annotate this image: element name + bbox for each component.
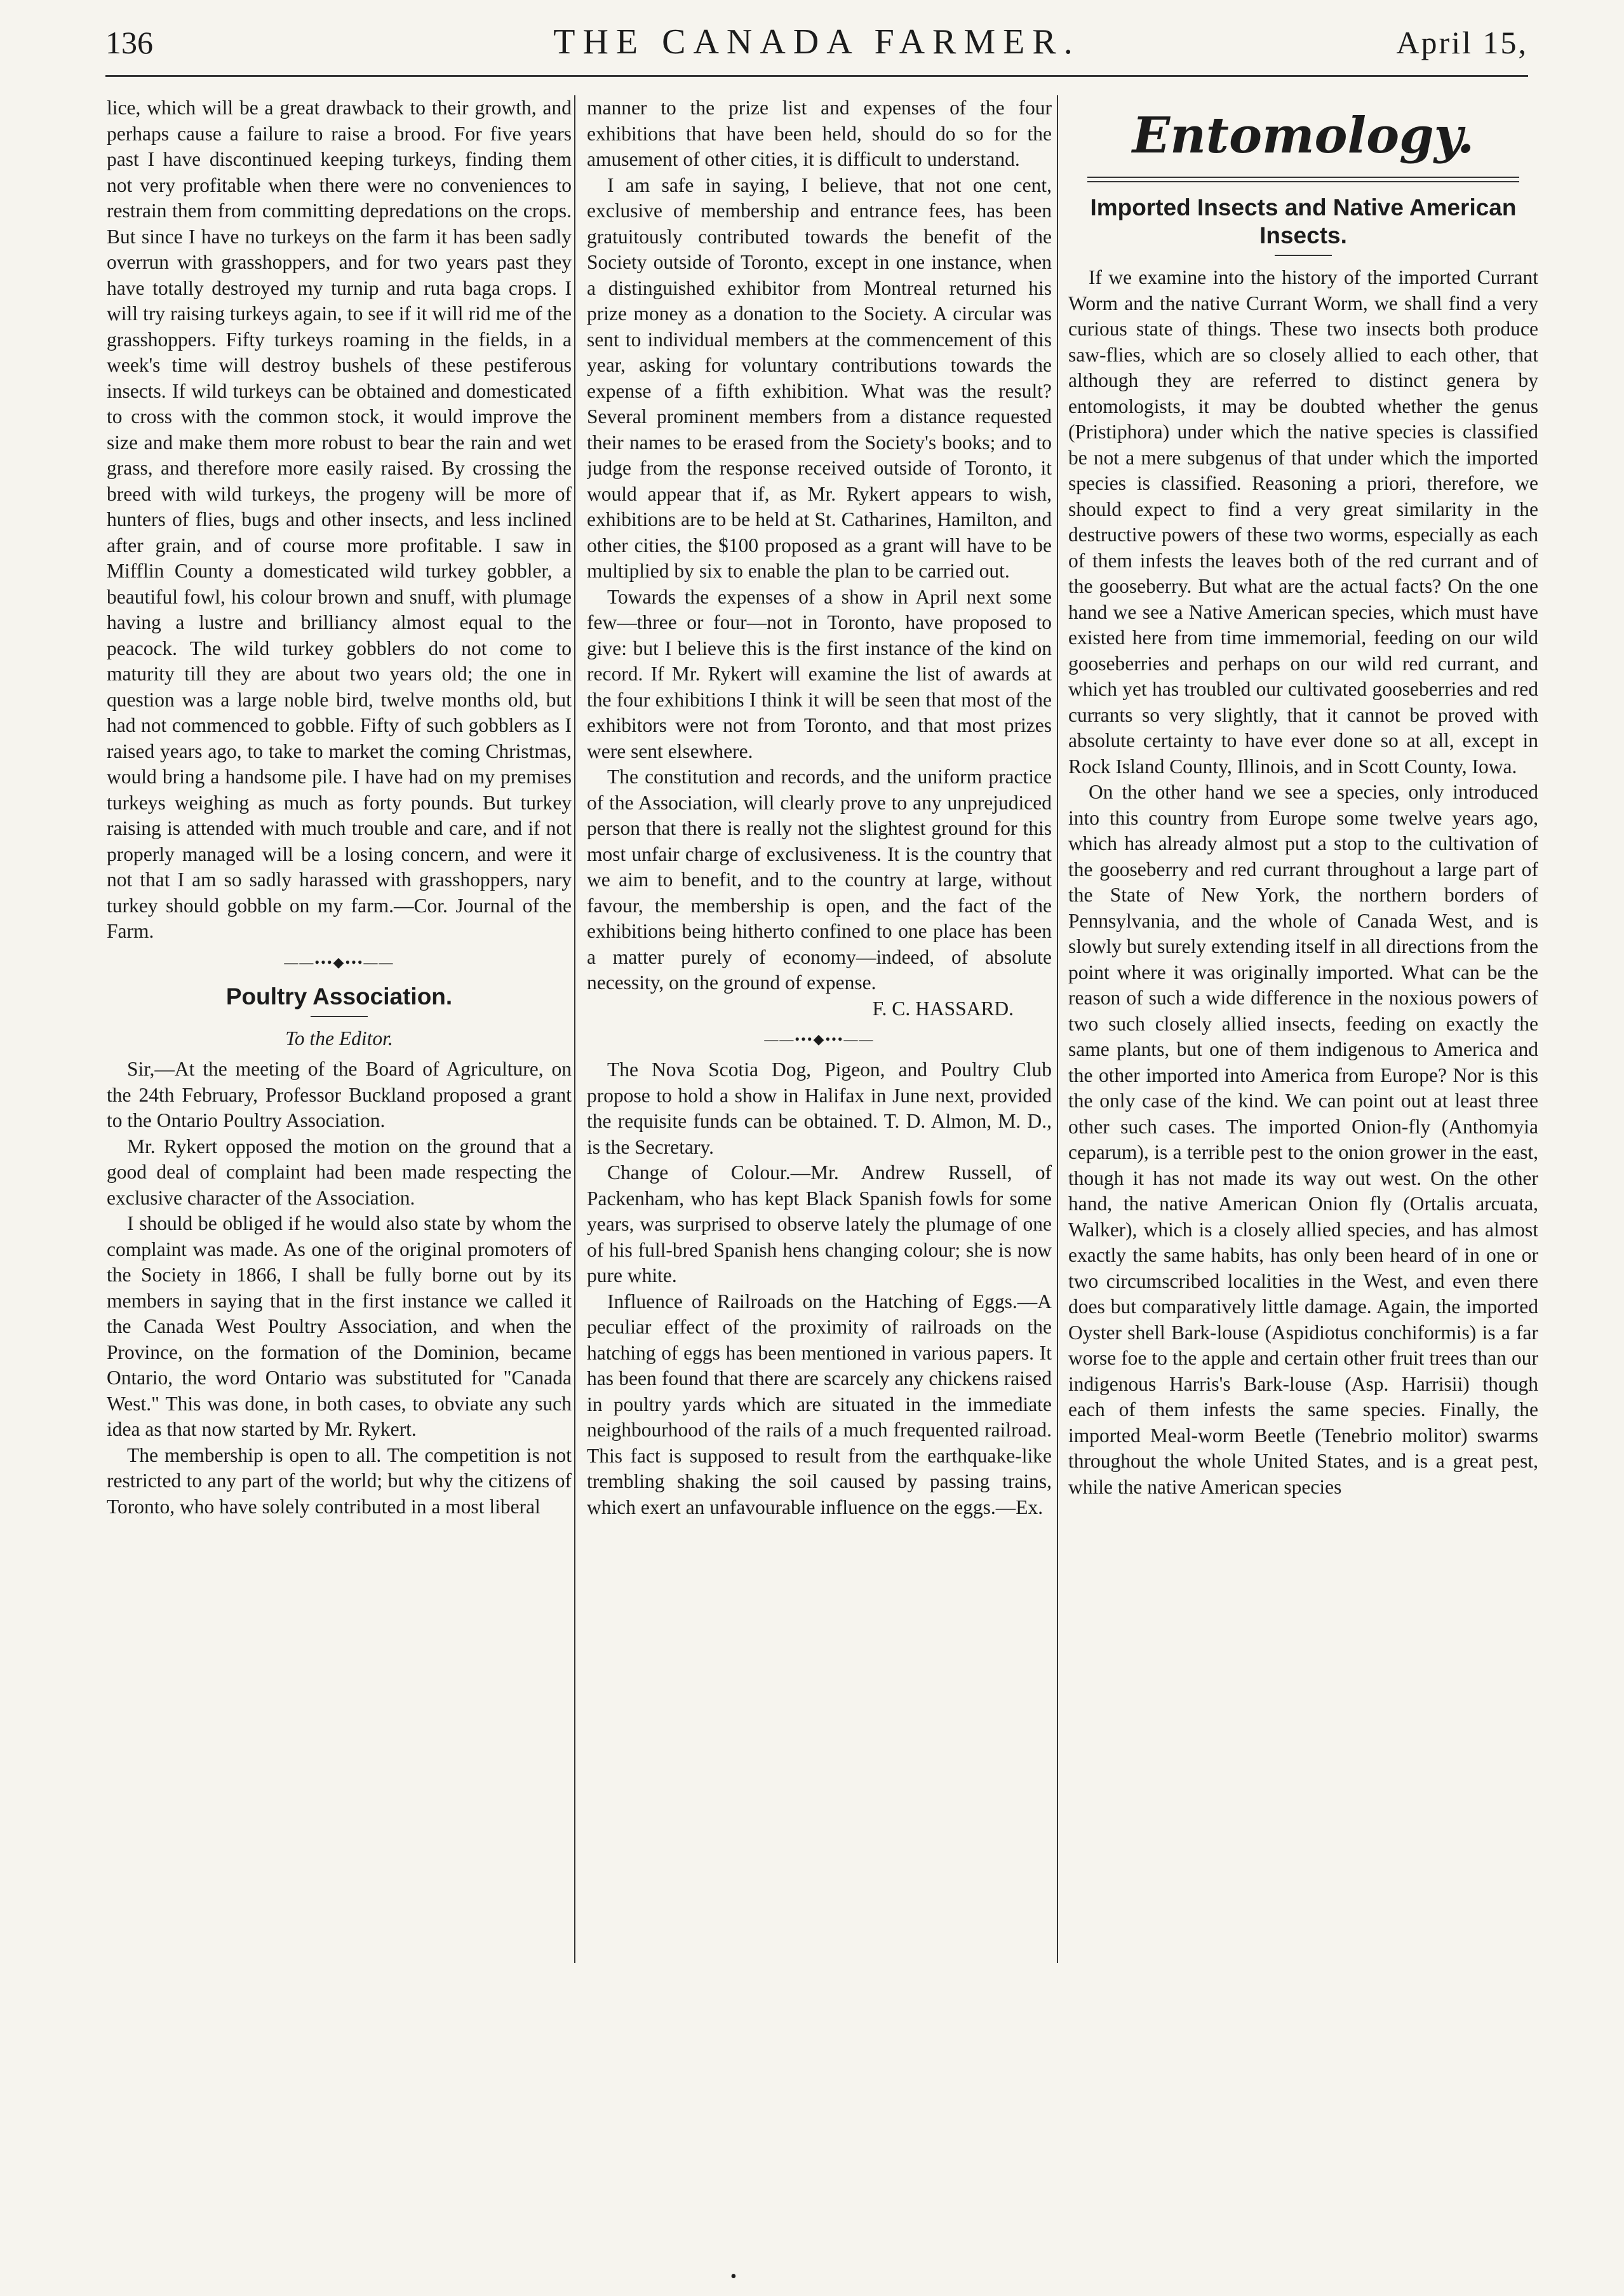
article-paragraph: I am safe in saying, I believe, that not one cent, exclusive of membership and entrance fees, has been gratuitously contributed towards the benefit of the Society outside of Toronto, except in one instance, when a distinguished exhibitor from Montreal returned his prize money as a donation to the Society. A circular was sent to individual members at the commencement of this year, asking for voluntary contributions towards the expense of a fifth exhibition. What was the result? Several prominent members from a distance requested their names to be erased from the Society's books; and to judge from the response received outside of Toronto, it would appear that if, as Mr. Rykert appears to wish, exhibitions are to be held at St. Catharines, Hamilton, and other cities, the $100 proposed as a grant will have to be multiplied by six to enable the plan to be carried out.: [587, 173, 1052, 582]
masthead: [105, 19, 1528, 70]
column-3: [1068, 95, 1538, 2243]
article-paragraph: Sir,—At the meeting of the Board of Agriculture, on the 24th February, Professor Buckland proposed a grant to the Ontario Poultry Association.: [107, 1058, 572, 1131]
page-number: 136: [105, 25, 153, 60]
article-paragraph: Influence of Railroads on the Hatching of Eggs.—A peculiar effect of the proximity of railroads on the hatching of eggs has been mentioned in various papers. It has been found that there are scarcely any chickens raised in poultry yards which are situated in the immediate neighbourhood of the rails of a much frequented railroad. This fact is supposed to result from the earthquake-like trembling shaking the soil caused by passing trains, which exert an unfavourable influence on the eggs.—Ex.: [587, 1290, 1052, 1518]
article-heading: Poultry Association.: [225, 983, 453, 1010]
issue-date: April 15,: [1396, 25, 1528, 60]
column-divider: [1057, 95, 1058, 1963]
section-rule: [1087, 177, 1519, 182]
article-paragraph: Change of Colour.—Mr. Andrew Russell, of Packenham, who has kept Black Spanish fowls for some years, was surprised to observe lately the plumage of one of his full-bred Spanish hens changing colour; she is now pure white.: [587, 1161, 1052, 1286]
article-subheading: To the Editor.: [285, 1027, 393, 1050]
article-heading: Imported Insects and Native American Insects.: [1090, 194, 1517, 248]
column-1: [107, 95, 572, 2243]
section-ornament: ——•••◆•••——: [284, 954, 394, 970]
article-paragraph: The constitution and records, and the uniform practice of the Association, will clearly prove to any unprejudiced person that there is really not the slightest ground for this most unfair charge of exclusiveness. It is the country that we aim to benefit, and to the country at large, without favour, the membership is open, and the fact of the exhibitions being hitherto confined to one place has been a matter purely of economy—indeed, of absolute necessity, on the ground of expense.: [587, 766, 1052, 994]
article-paragraph: Mr. Rykert opposed the motion on the ground that a good deal of complaint had been made respecting the exclusive character of the Association.: [107, 1135, 572, 1209]
article-paragraph: I should be obliged if he would also state by whom the complaint was made. As one of the original promoters of the Society in 1866, I shall be fully borne out by its members in saying that in the first instance we called it the Canada West Poultry Association, and when the Province, on the formation of the Dominion, became Ontario, the word Ontario was substituted for "Canada West." This was done, in both cases, to obviate any such idea as that now started by Mr. Rykert.: [107, 1212, 572, 1440]
masthead-rule: [105, 75, 1528, 77]
article-paragraph: lice, which will be a great drawback to their growth, and perhaps cause a failure to raise a brood. For five years past I have discontinued keeping turkeys, finding them not very profitable when there were no conveniences to restrain them from committing depredations on the crops. But since I have no turkeys on the farm it has been sadly overrun with grasshoppers, and for two years past they have totally destroyed my turnip and ruta baga crops. I will try raising turkeys again, to see if it will rid me of the grasshoppers. Fifty turkeys roaming in the fields, in a week's time will destroy bushels of these pestiferous insects. If wild turkeys can be obtained and domesticated to cross with the common stock, it would improve the size and make them more robust to bear the rain and wet grass, and therefore more easily raised. By crossing the breed with wild turkeys, the progeny will be more of hunters of flies, bugs and other insects, and less inclined after grain, and of course more profitable. I saw in Mifflin County a domesticated wild turkey gobbler, a beautiful fowl, his colour brown and snuff, with plumage having a lustre and brilliancy almost equal to the peacock. The wild turkey gobblers do not come to maturity till they are about two years old; the one in question was a large noble bird, twelve months old, but had not commenced to gobble. Fifty of such gobblers as I raised years ago, to take to market the coming Christmas, would bring a handsome pile. I have had on my premises turkeys weighing as much as forty pounds. But turkey raising is attended with much trouble and care, and if not properly managed will be a losing concern, and were it not that I am so sadly harassed with grasshoppers, nary turkey should gobble on my farm.—Cor. Journal of the Farm.: [107, 97, 572, 942]
article-paragraph: If we examine into the history of the imported Currant Worm and the native Currant Worm, we shall find a very curious state of things. These two insects both produce saw-flies, which are so closely allied to each other, that although they are referred to distinct genera by entomologists, it may be doubted whether the genus (Pristiphora) under which the native species is classified be not a mere subgenus of that under which the imported species is classified. Reasoning a priori, therefore, we should expect to find a very great similarity in the destructive powers of these two worms, especially as each of them infests the leaves both of the red currant and of the gooseberry. But what are the actual facts? On the one hand we see a Native American species, which must have existed here from time immemorial, feeding on our wild gooseberries and perhaps on our wild red currant, and which yet has troubled our cultivated gooseberries and red currants so very slightly, that it cannot be proved with absolute certainty to have ever done so at all, except in Rock Island County, Illinois, and in Scott County, Iowa.: [1068, 266, 1538, 778]
footer-mark: •: [730, 2267, 737, 2286]
newspaper-title: THE CANADA FARMER.: [553, 22, 1080, 62]
article-paragraph: manner to the prize list and expenses of the four exhibitions that have been held, should do so for the amusement of other cities, it is difficult to understand.: [587, 97, 1052, 170]
heading-rule: [1275, 255, 1332, 256]
article-paragraph: Towards the expenses of a show in April next some few—three or four—not in Toronto, have proposed to give: but I believe this is the first instance of the kind on record. If Mr. Rykert will examine the list of awards at the four exhibitions I think it will be seen that most of the exhibitors were not from Toronto, and that most prizes were sent elsewhere.: [587, 585, 1052, 762]
article-paragraph: The membership is open to all. The competition is not restricted to any part of the world; but why the citizens of Toronto, who have solely contributed in a most liberal: [107, 1443, 572, 1518]
column-divider: [574, 95, 575, 1963]
section-title: Entomology.: [1132, 107, 1475, 165]
column-2: [587, 95, 1052, 2243]
article-paragraph: On the other hand we see a species, only introduced into this country from Europe some twelve years ago, which has already almost put a stop to the cultivation of the gooseberry and red currant throughout a large part of the State of New York, the northern borders of Pennsylvania, and the whole of Canada West, and is slowly but surely extending itself in all directions from the point where it was originally imported. What can be the reason of such a wide difference in the noxious powers of two such closely allied insects, feeding on exactly the same plants, but one of them indigenous to America and the other imported into America from Europe? Nor is this the only case of the kind. We can point out at least three other such cases. The imported Onion-fly (Anthomyia ceparum), is a terrible pest to the onion grower in the east, though it has not made its way out west. On the other hand, the native American Onion fly (Ortalis arcuata, Walker), which is a closely allied species, and has almost exactly the same habits, has only been heard of in one or two circumscribed localities in the West, and even there does but comparatively little damage. Again, the imported Oyster shell Bark-louse (Aspidiotus conchiformis) is a far worse foe to the apple and certain other fruit trees than our indigenous Harris's Bark-louse (Asp. Harrisii) though each of them infests the same species. Finally, the imported Meal-worm Beetle (Tenebrio molitor) swarms throughout the whole United States, and is a great pest, while the native American species: [1068, 781, 1538, 1498]
letter-signature: F. C. HASSARD.: [872, 997, 1014, 1020]
section-ornament: ——•••◆•••——: [764, 1031, 875, 1047]
article-paragraph: The Nova Scotia Dog, Pigeon, and Poultry Club propose to hold a show in Halifax in June next, provided the requisite funds can be obtained. T. D. Almon, M. D., is the Secretary.: [587, 1058, 1052, 1158]
heading-rule: [311, 1016, 368, 1017]
